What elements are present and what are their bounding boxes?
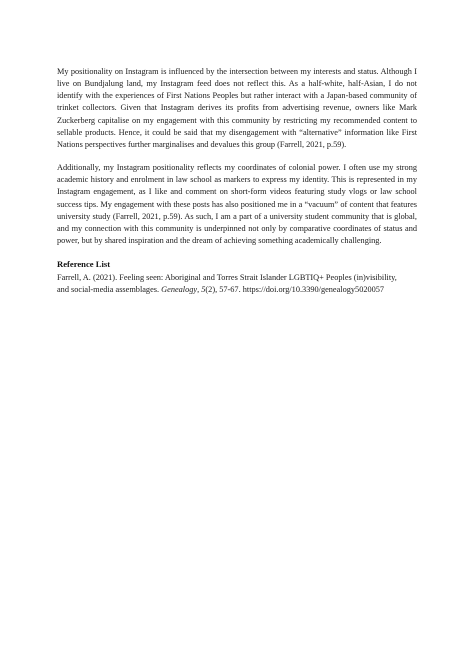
reference-authors-title: Farrell, A. (2021). Feeling seen: Aboriginal and Torres Strait Islander LGBTIQ+ Peoples (in)visibility, and social-media assemblages.: [57, 273, 397, 295]
reference-journal: Genealogy: [161, 285, 198, 295]
reference-entry: Farrell, A. (2021). Feeling seen: Aboriginal and Torres Strait Islander LGBTIQ+ Peoples (in)visibility, and social-media assemblages. Genealogy, 5(2), 57-67. https://doi.org/10.3390/genealogy5020057: [57, 273, 397, 295]
paragraph-positionality: My positionality on Instagram is influenced by the intersection between my interests and status. Although I live on Bundjalung land, my Instagram feed does not reflect this. As a half-white, half-Asian, I do not identify with the experiences of First Nations Peoples but rather interact with a Japan-based community of trinket collectors. Given that Instagram derives its profits from advertising revenue, owners like Mark Zuckerberg capitalise on my engagement with this community by restricting my recommended content to sellable products. Hence, it could be said that my disengagement with “alternative” information like First Nations perspectives further marginalises and devalues this group (Farrell, 2021, p.59).: [57, 67, 417, 149]
reference-issue-doi: (2), 57-67. https://doi.org/10.3390/genealogy5020057: [205, 285, 385, 295]
reference-list-heading: Reference List: [57, 259, 111, 270]
paragraph-colonial-power: Additionally, my Instagram positionality reflects my coordinates of colonial power. I often use my strong academic history and enrolment in law school as markers to express my identity. This is represented in my Instagram engagement, as I like and comment on short-form videos featuring study vlogs or law school success tips. My engagement with these posts has also positioned me in a “vacuum” of content that features university study (Farrell, 2021, p.59). As such, I am a part of a university student community that is global, and my connection with this community is underpinned not only by comparative coordinates of status and power, but by shared inspiration and the dream of achieving something academically challenging.: [57, 163, 417, 246]
document-body: [57, 66, 417, 297]
reference-volume: 5: [201, 285, 206, 295]
